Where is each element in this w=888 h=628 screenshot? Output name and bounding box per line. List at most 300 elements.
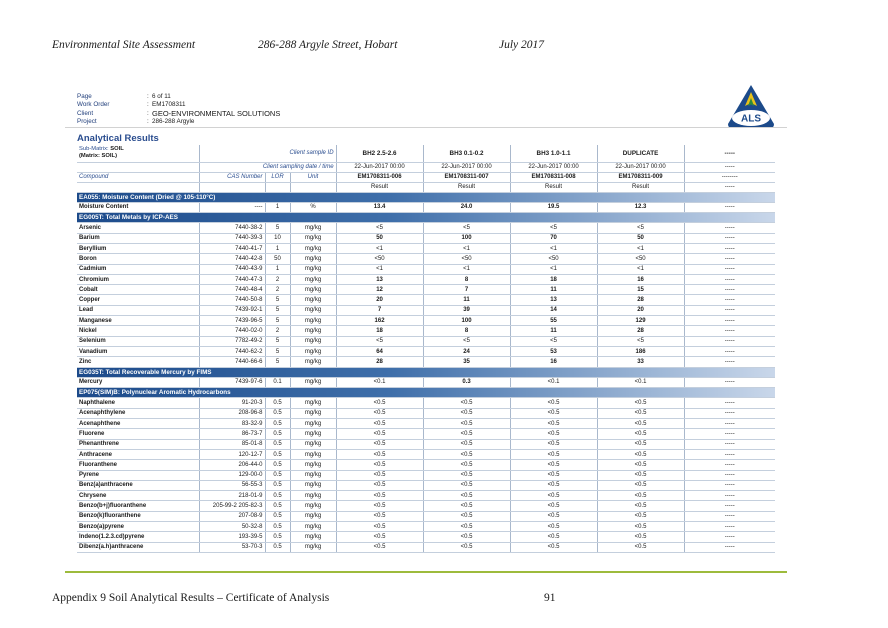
- result-value: 8: [423, 326, 510, 336]
- result-value: <5: [510, 336, 597, 346]
- section-title: EG005T: Total Metals by ICP-AES: [77, 213, 775, 223]
- compound-name: Cobalt: [77, 285, 199, 295]
- page-title: Analytical Results: [77, 133, 159, 144]
- result-value: <0.5: [510, 398, 597, 408]
- result-value: <0.5: [510, 439, 597, 449]
- result-value: 18: [510, 274, 597, 284]
- header-date: July 2017: [499, 39, 545, 51]
- page-footer: [52, 592, 852, 606]
- table-row: [77, 305, 775, 315]
- result-value: <1: [597, 243, 684, 253]
- cas-number: 7440-02-0: [199, 326, 265, 336]
- cas-number: 7440-47-3: [199, 274, 265, 284]
- compound-name: Chrysene: [77, 491, 199, 501]
- lor-value: 2: [265, 285, 290, 295]
- result-value: <0.5: [336, 532, 423, 542]
- result-value: <5: [423, 223, 510, 233]
- result-value: <0.5: [510, 532, 597, 542]
- result-value: <0.5: [423, 460, 510, 470]
- result-value: 16: [510, 357, 597, 367]
- result-value: <0.5: [336, 511, 423, 521]
- unit-value: mg/kg: [290, 377, 336, 387]
- result-value-extra: -----: [684, 429, 775, 439]
- compound-name: Benzo(a)pyrene: [77, 522, 199, 532]
- lab-id: EM1708311-007: [423, 172, 510, 182]
- result-value: 19.5: [510, 202, 597, 212]
- compound-name: Chromium: [77, 274, 199, 284]
- result-value-extra: -----: [684, 480, 775, 490]
- cas-number: 53-70-3: [199, 542, 265, 552]
- compound-name: Acenaphthene: [77, 419, 199, 429]
- result-value: <0.5: [597, 501, 684, 511]
- section-header-row: [77, 213, 775, 223]
- cas-number: 7440-62-2: [199, 346, 265, 356]
- compound-name: Benzo(k)fluoranthene: [77, 511, 199, 521]
- als-logo: [726, 84, 776, 130]
- lab-id: EM1708311-006: [336, 172, 423, 182]
- lor-value: 0.5: [265, 470, 290, 480]
- result-value: <0.5: [336, 419, 423, 429]
- cas-number: 91-20-3: [199, 398, 265, 408]
- result-value: 35: [423, 357, 510, 367]
- result-value-extra: -----: [684, 460, 775, 470]
- result-value: 100: [423, 316, 510, 326]
- result-value: <0.1: [510, 377, 597, 387]
- sampling-date: 22-Jun-2017 00:00: [423, 162, 510, 172]
- result-value: 186: [597, 346, 684, 356]
- compound-name: Pyrene: [77, 470, 199, 480]
- lor-value: 5: [265, 223, 290, 233]
- meta-label: Work Order: [77, 101, 110, 109]
- sampling-date-extra: -----: [684, 162, 775, 172]
- sub-matrix-cell: [77, 145, 199, 162]
- unit-value: mg/kg: [290, 408, 336, 418]
- result-value: 0.3: [423, 377, 510, 387]
- result-value: 28: [597, 295, 684, 305]
- table-row: [77, 295, 775, 305]
- lor-value: 0.5: [265, 449, 290, 459]
- lor-value: 5: [265, 305, 290, 315]
- table-row: [77, 511, 775, 521]
- result-value: <50: [336, 254, 423, 264]
- unit-value: mg/kg: [290, 336, 336, 346]
- table-row: [77, 233, 775, 243]
- result-value: <0.5: [423, 449, 510, 459]
- table-row: [77, 274, 775, 284]
- result-value: 13.4: [336, 202, 423, 212]
- result-value: 14: [510, 305, 597, 315]
- result-value: <5: [423, 336, 510, 346]
- lor-value: 0.5: [265, 542, 290, 552]
- meta-value: 286-288 Argyle: [152, 118, 195, 126]
- result-value: <0.5: [423, 522, 510, 532]
- cas-number: 7439-96-5: [199, 316, 265, 326]
- unit-value: %: [290, 202, 336, 212]
- table-row: [77, 398, 775, 408]
- result-value: <0.5: [597, 542, 684, 552]
- table-row: [77, 285, 775, 295]
- result-header: Result: [336, 182, 423, 192]
- result-value: <0.5: [510, 429, 597, 439]
- result-value: 24: [423, 346, 510, 356]
- cas-number: 7440-38-2: [199, 223, 265, 233]
- result-value-extra: -----: [684, 295, 775, 305]
- cas-number: 83-32-9: [199, 419, 265, 429]
- section-title: EG035T: Total Recoverable Mercury by FIMS: [77, 367, 775, 377]
- result-value: <1: [423, 264, 510, 274]
- unit-value: mg/kg: [290, 449, 336, 459]
- unit-value: mg/kg: [290, 285, 336, 295]
- result-value: <0.5: [597, 419, 684, 429]
- result-value: 129: [597, 316, 684, 326]
- compound-name: Manganese: [77, 316, 199, 326]
- compound-name: Cadmium: [77, 264, 199, 274]
- footer-caption: Appendix 9 Soil Analytical Results – Certificate of Analysis: [52, 592, 330, 604]
- lor-value: 0.5: [265, 511, 290, 521]
- table-row: [77, 202, 775, 212]
- lor-value: 0.5: [265, 522, 290, 532]
- table-row: [77, 357, 775, 367]
- result-value: <0.5: [423, 480, 510, 490]
- result-value-extra: -----: [684, 532, 775, 542]
- result-value-extra: -----: [684, 202, 775, 212]
- result-value: <0.5: [510, 511, 597, 521]
- lor-value: 0.5: [265, 419, 290, 429]
- table-row: [77, 336, 775, 346]
- header-row-columns: [77, 172, 775, 182]
- meta-row-page: Page : 6 of 11: [77, 93, 171, 100]
- result-value-extra: -----: [684, 542, 775, 552]
- result-value: <0.5: [597, 522, 684, 532]
- result-value: 11: [510, 326, 597, 336]
- cas-number: 7440-43-9: [199, 264, 265, 274]
- result-value: <0.5: [336, 542, 423, 552]
- compound-name: Lead: [77, 305, 199, 315]
- cas-number: 7440-42-8: [199, 254, 265, 264]
- compound-name: Nickel: [77, 326, 199, 336]
- result-value-extra: -----: [684, 223, 775, 233]
- cas-number: 129-00-0: [199, 470, 265, 480]
- lab-id: EM1708311-008: [510, 172, 597, 182]
- header-row-sampling-date: [77, 162, 775, 172]
- table-row: [77, 408, 775, 418]
- result-value: <0.5: [336, 480, 423, 490]
- unit-value: mg/kg: [290, 522, 336, 532]
- result-value: <5: [597, 223, 684, 233]
- unit-value: mg/kg: [290, 429, 336, 439]
- result-value: 11: [510, 285, 597, 295]
- sample-id-extra: -----: [684, 145, 775, 162]
- sub-matrix-value: SOIL: [110, 146, 124, 153]
- section-header-row: [77, 192, 775, 202]
- cas-number: 120-12-7: [199, 449, 265, 459]
- result-value-extra: -----: [684, 316, 775, 326]
- compound-name: Barium: [77, 233, 199, 243]
- result-value: <0.5: [423, 532, 510, 542]
- header-address: 286-288 Argyle Street, Hobart: [258, 39, 398, 51]
- unit-value: mg/kg: [290, 316, 336, 326]
- lor-value: 0.5: [265, 408, 290, 418]
- header-row-result: [77, 182, 775, 192]
- compound-name: Benzo(b+j)fluoranthene: [77, 501, 199, 511]
- result-value: <0.5: [336, 470, 423, 480]
- result-header-extra: -----: [684, 182, 775, 192]
- result-value: <1: [597, 264, 684, 274]
- lor-value: 2: [265, 274, 290, 284]
- result-value: <0.5: [510, 480, 597, 490]
- table-row: [77, 419, 775, 429]
- unit-value: mg/kg: [290, 233, 336, 243]
- result-value: 50: [336, 233, 423, 243]
- unit-value: mg/kg: [290, 326, 336, 336]
- result-value: <0.5: [423, 439, 510, 449]
- unit-value: mg/kg: [290, 274, 336, 284]
- compound-name: Zinc: [77, 357, 199, 367]
- sub-matrix-label: Sub-Matrix:: [79, 146, 109, 153]
- result-value: 64: [336, 346, 423, 356]
- result-value: 12.3: [597, 202, 684, 212]
- result-value: <0.5: [510, 449, 597, 459]
- result-value: <0.5: [597, 532, 684, 542]
- sampling-date: 22-Jun-2017 00:00: [597, 162, 684, 172]
- lor-value: 0.5: [265, 480, 290, 490]
- result-value: <0.5: [510, 542, 597, 552]
- result-value: <0.5: [423, 408, 510, 418]
- result-value: <0.1: [597, 377, 684, 387]
- client-sample-id-label: Client sample ID: [199, 145, 336, 162]
- cas-number: 218-01-9: [199, 491, 265, 501]
- result-value: <0.5: [336, 398, 423, 408]
- cas-number: 206-44-0: [199, 460, 265, 470]
- table-row: [77, 460, 775, 470]
- result-value: <50: [510, 254, 597, 264]
- result-value-extra: -----: [684, 326, 775, 336]
- lor-value: 1: [265, 264, 290, 274]
- compound-name: Arsenic: [77, 223, 199, 233]
- unit-value: mg/kg: [290, 542, 336, 552]
- result-value: 162: [336, 316, 423, 326]
- result-value-extra: -----: [684, 243, 775, 253]
- compound-name: Boron: [77, 254, 199, 264]
- page-header: [52, 39, 852, 53]
- sample-id: BH3 1.0-1.1: [510, 145, 597, 162]
- unit-column-header: Unit: [290, 172, 336, 182]
- result-header: Result: [510, 182, 597, 192]
- meta-value: EM1708311: [152, 101, 186, 109]
- cas-number: 207-08-9: [199, 511, 265, 521]
- meta-row-client: Client : GEO-ENVIRONMENTAL SOLUTIONS: [77, 108, 281, 118]
- table-row: [77, 532, 775, 542]
- meta-label: Page: [77, 93, 92, 100]
- lor-value: 0.5: [265, 491, 290, 501]
- compound-name: Fluoranthene: [77, 460, 199, 470]
- compound-name: Benz(a)anthracene: [77, 480, 199, 490]
- lor-value: 1: [265, 243, 290, 253]
- cas-column-header: CAS Number: [199, 172, 265, 182]
- cas-number: 86-73-7: [199, 429, 265, 439]
- table-row: [77, 491, 775, 501]
- unit-value: mg/kg: [290, 346, 336, 356]
- cas-number: 205-99-2 205-82-3: [199, 501, 265, 511]
- lor-value: 0.5: [265, 439, 290, 449]
- result-value: <50: [423, 254, 510, 264]
- result-value: <0.5: [336, 429, 423, 439]
- compound-name: Anthracene: [77, 449, 199, 459]
- unit-value: mg/kg: [290, 419, 336, 429]
- result-value: <0.5: [510, 501, 597, 511]
- result-value: <0.5: [510, 408, 597, 418]
- lor-value: 0.1: [265, 377, 290, 387]
- header-row-sample-id: [77, 145, 775, 162]
- lab-id: EM1708311-009: [597, 172, 684, 182]
- lor-value: 5: [265, 346, 290, 356]
- result-value: <0.5: [423, 398, 510, 408]
- lor-value: 0.5: [265, 460, 290, 470]
- sampling-date: 22-Jun-2017 00:00: [510, 162, 597, 172]
- result-value: 7: [423, 285, 510, 295]
- result-value: <0.5: [336, 449, 423, 459]
- result-value: <50: [597, 254, 684, 264]
- result-value-extra: -----: [684, 501, 775, 511]
- result-value: 33: [597, 357, 684, 367]
- table-row: [77, 429, 775, 439]
- cas-number: 7440-39-3: [199, 233, 265, 243]
- header-report-title: Environmental Site Assessment: [52, 39, 196, 51]
- lor-value: 0.5: [265, 501, 290, 511]
- lor-value: 5: [265, 316, 290, 326]
- result-value: 24.0: [423, 202, 510, 212]
- result-value-extra: -----: [684, 522, 775, 532]
- unit-value: mg/kg: [290, 460, 336, 470]
- compound-name: Selenium: [77, 336, 199, 346]
- result-value: <0.5: [423, 501, 510, 511]
- result-value: <0.5: [423, 429, 510, 439]
- cas-number: 50-32-8: [199, 522, 265, 532]
- result-value: <0.5: [597, 429, 684, 439]
- result-value-extra: -----: [684, 357, 775, 367]
- unit-value: mg/kg: [290, 223, 336, 233]
- unit-value: mg/kg: [290, 295, 336, 305]
- logo-text: ALS: [741, 113, 761, 125]
- result-value: 53: [510, 346, 597, 356]
- table-row: [77, 377, 775, 387]
- result-value: <0.5: [336, 439, 423, 449]
- result-value: <0.5: [597, 511, 684, 521]
- page-number: 91: [544, 592, 556, 604]
- matrix-text: (Matrix: SOIL): [79, 153, 118, 160]
- result-value: <0.5: [336, 491, 423, 501]
- cas-number: 193-39-5: [199, 532, 265, 542]
- cas-number: 7440-66-6: [199, 357, 265, 367]
- result-value: 28: [336, 357, 423, 367]
- table-row: [77, 254, 775, 264]
- result-value: <0.5: [597, 460, 684, 470]
- result-value: <0.5: [597, 398, 684, 408]
- result-value: <1: [336, 264, 423, 274]
- compound-name: Acenaphthylene: [77, 408, 199, 418]
- result-value-extra: -----: [684, 264, 775, 274]
- lab-id-extra: --------: [684, 172, 775, 182]
- compound-name: Copper: [77, 295, 199, 305]
- result-value: <1: [510, 243, 597, 253]
- sampling-date-label: Client sampling date / time: [199, 162, 336, 172]
- result-value: <5: [510, 223, 597, 233]
- lor-value: 10: [265, 233, 290, 243]
- meta-row-project: Project : 286-288 Argyle: [77, 118, 195, 126]
- table-row: [77, 480, 775, 490]
- result-value: <0.5: [423, 491, 510, 501]
- result-value: <0.5: [597, 408, 684, 418]
- result-value-extra: -----: [684, 377, 775, 387]
- result-value: 70: [510, 233, 597, 243]
- result-value-extra: -----: [684, 346, 775, 356]
- result-value: 11: [423, 295, 510, 305]
- result-value: 100: [423, 233, 510, 243]
- result-value: <0.5: [336, 522, 423, 532]
- cas-number: 7439-92-1: [199, 305, 265, 315]
- lor-value: 5: [265, 295, 290, 305]
- unit-value: mg/kg: [290, 470, 336, 480]
- compound-name: Phenanthrene: [77, 439, 199, 449]
- meta-label: Client: [77, 109, 94, 117]
- result-value: <0.5: [510, 522, 597, 532]
- table-row: [77, 542, 775, 552]
- unit-value: mg/kg: [290, 305, 336, 315]
- lor-value: 1: [265, 202, 290, 212]
- result-value: <0.5: [423, 511, 510, 521]
- table-row: [77, 346, 775, 356]
- meta-row-work-order: Work Order : EM1708311: [77, 101, 186, 109]
- result-value: 20: [597, 305, 684, 315]
- table-row: [77, 439, 775, 449]
- result-header: Result: [597, 182, 684, 192]
- unit-value: mg/kg: [290, 398, 336, 408]
- section-title: EP075(SIM)B: Polynuclear Aromatic Hydrocarbons: [77, 388, 775, 398]
- result-value: 16: [597, 274, 684, 284]
- result-value: 18: [336, 326, 423, 336]
- cas-number: 7440-48-4: [199, 285, 265, 295]
- result-value-extra: -----: [684, 439, 775, 449]
- lor-value: 0.5: [265, 532, 290, 542]
- result-value: 7: [336, 305, 423, 315]
- result-value-extra: -----: [684, 254, 775, 264]
- result-value: <0.5: [510, 470, 597, 480]
- cas-number: 7439-97-6: [199, 377, 265, 387]
- result-value: <0.5: [597, 449, 684, 459]
- sample-id: BH2 2.5-2.6: [336, 145, 423, 162]
- analytical-results-table: [77, 145, 775, 553]
- table-row: [77, 264, 775, 274]
- result-value: <0.5: [336, 460, 423, 470]
- result-header: Result: [423, 182, 510, 192]
- meta-value: 6 of 11: [152, 93, 171, 100]
- result-value: <0.5: [423, 419, 510, 429]
- result-value: <0.5: [597, 491, 684, 501]
- result-value-extra: -----: [684, 305, 775, 315]
- result-value: <0.5: [510, 419, 597, 429]
- table-row: [77, 326, 775, 336]
- table-row: [77, 501, 775, 511]
- result-value: <0.5: [510, 460, 597, 470]
- result-value-extra: -----: [684, 398, 775, 408]
- meta-label: Project: [77, 118, 97, 126]
- table-row: [77, 316, 775, 326]
- compound-name: Fluorene: [77, 429, 199, 439]
- result-value-extra: -----: [684, 470, 775, 480]
- result-value: <1: [423, 243, 510, 253]
- result-value: <0.1: [336, 377, 423, 387]
- table-row: [77, 470, 775, 480]
